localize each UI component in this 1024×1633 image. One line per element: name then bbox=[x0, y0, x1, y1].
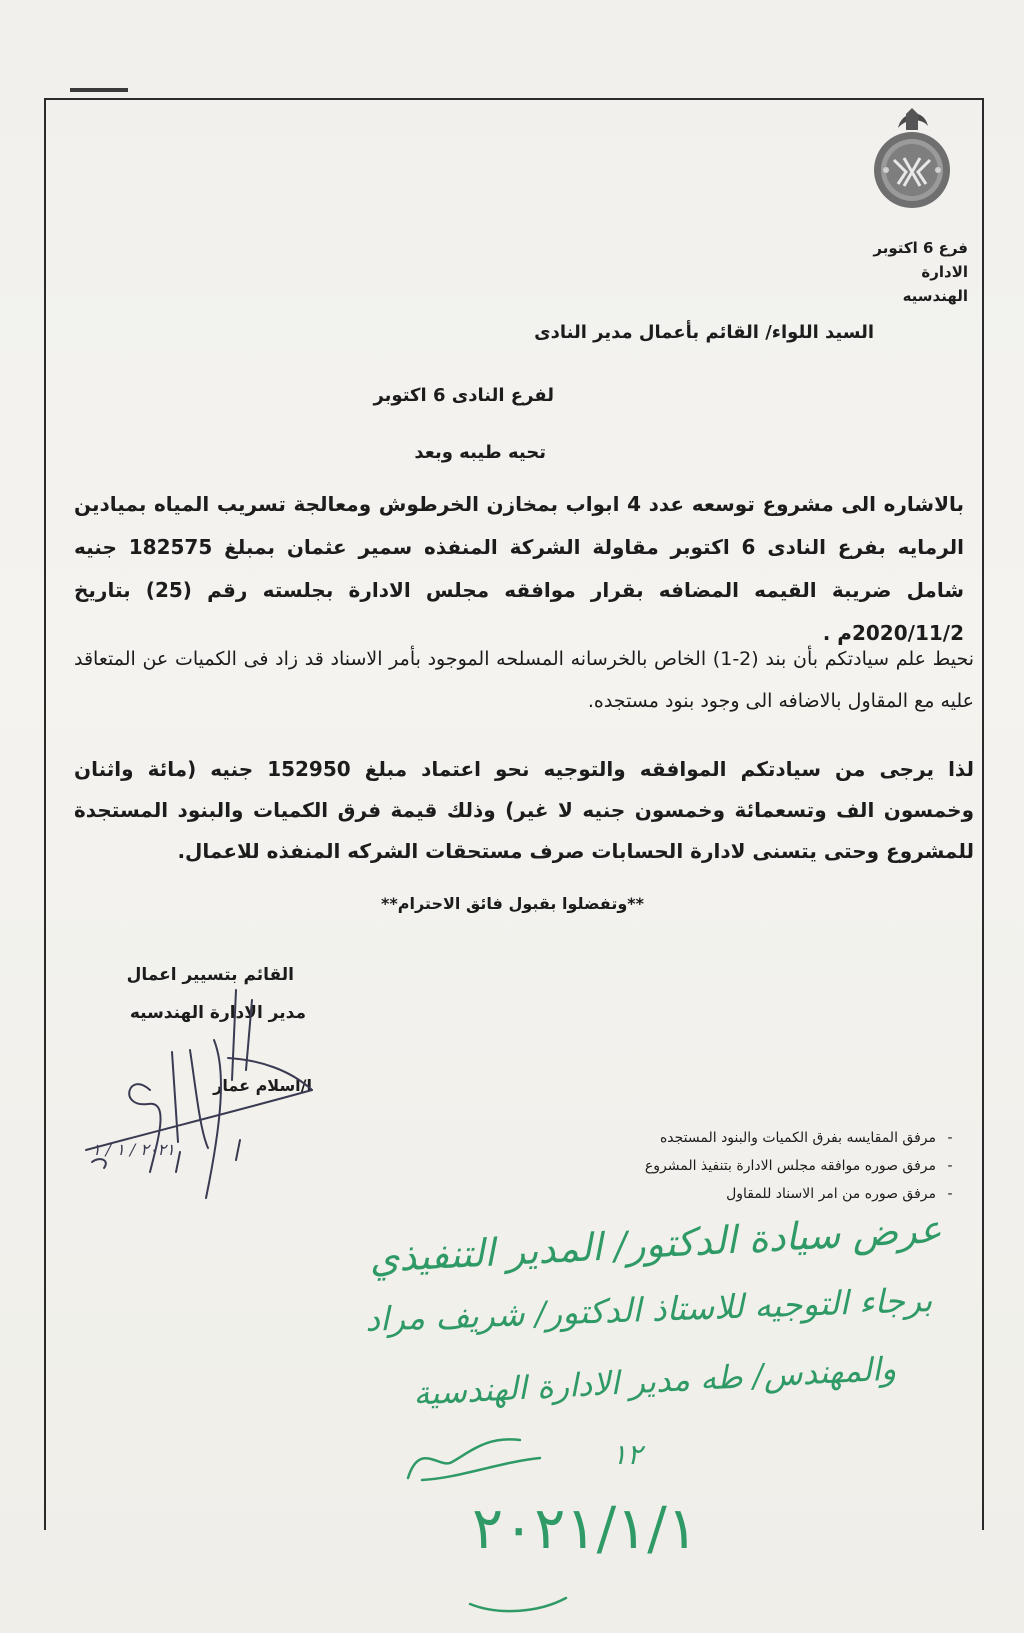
attachment-text: مرفق المقايسه بفرق الكميات والبنود المستجده bbox=[659, 1130, 936, 1146]
signatory-name: ا/اسلام عمار bbox=[213, 1076, 312, 1095]
attachment-text: مرفق صوره موافقه مجلس الادارة بتنفيذ المشروع bbox=[644, 1158, 936, 1174]
body-paragraph-3: لذا يرجى من سيادتكم الموافقه والتوجيه نحو اعتماد مبلغ 152950 جنيه (مائة واثنان وخمسون الف وتسعمائة وخمسون جنيه لا غير) وذلك قيمة فرق الكميات والبنود المستجدة للمشروع وحتى يتسنى لادارة الحسابات صرف مستحقات الشركه المنفذه للاعمال. bbox=[74, 757, 974, 863]
list-marker: - bbox=[947, 1158, 953, 1174]
department-label: الادارة الهندسيه bbox=[902, 263, 968, 305]
list-item bbox=[645, 1124, 964, 1152]
handwritten-note-line-2: برجاء التوجيه للاستاذ الدكتور/ شريف مراد bbox=[364, 1280, 933, 1339]
top-edge-mark bbox=[70, 88, 128, 92]
closing-line: **وتفضلوا بقبول فائق الاحترام** bbox=[381, 894, 644, 913]
signatory-title: القائم بتسيير اعمال bbox=[126, 965, 294, 985]
list-marker: - bbox=[947, 1130, 953, 1146]
handwritten-date: ٢٠٢١/١/١ bbox=[472, 1494, 698, 1562]
signature-date: ٢٠٢١ / ١ / ١ bbox=[92, 1140, 175, 1159]
club-logo-icon bbox=[862, 100, 962, 218]
handwritten-note-line-1: عرض سيادة الدكتور/ المدير التنفيذي bbox=[368, 1207, 943, 1281]
body-paragraph-1: بالاشاره الى مشروع توسعه عدد 4 ابواب بمخازن الخرطوش ومعالجة تسريب المياه بميادين الرمايه بفرع النادى 6 اكتوبر مقاولة الشركة المنفذه سمير عثمان بمبلغ 182575 جنيه شامل ضريبة القيمه المضافه بقرار موافقه مجلس الادارة بجلسته رقم (25) بتاريخ 2020/11/2م . bbox=[74, 492, 964, 645]
handwritten-note-line-3: والمهندس/ طه مدير الادارة الهندسية bbox=[411, 1349, 897, 1413]
list-item bbox=[645, 1152, 964, 1180]
department-caption bbox=[868, 236, 968, 308]
handwritten-initial: ١٢ bbox=[611, 1438, 642, 1471]
salutation: السيد اللواء/ القائم بأعمال مدير النادى bbox=[534, 322, 874, 343]
list-item bbox=[645, 1180, 964, 1208]
attachment-text: مرفق صوره من امر الاسناد للمقاول bbox=[726, 1186, 936, 1202]
greeting: تحيه طيبه وبعد bbox=[414, 442, 546, 463]
branch-label: فرع 6 اكتوبر bbox=[873, 239, 968, 257]
recipient: لفرع النادى 6 اكتوبر bbox=[373, 385, 554, 406]
list-marker: - bbox=[947, 1186, 953, 1202]
signatory-department: مدير الادارة الهندسيه bbox=[129, 1003, 306, 1023]
body-paragraph-2: نحيط علم سيادتكم بأن بند (2-1) الخاص بالخرسانه المسلحه الموجود بأمر الاسناد قد زاد فى الكميات عن المتعاقد عليه مع المقاول بالاضافه الى وجود بنود مستجده. bbox=[74, 648, 974, 712]
attachments-list bbox=[645, 1124, 964, 1208]
